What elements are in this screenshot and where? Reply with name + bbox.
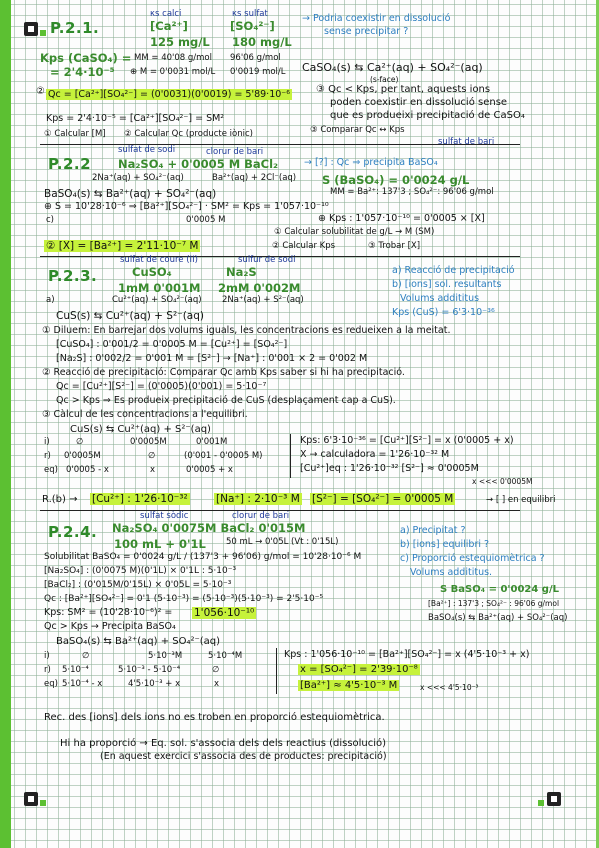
annotation: x <<< 0'0005M <box>472 477 533 486</box>
step-number: ② <box>36 86 45 97</box>
step-note: ② Calcular Qc (producte iònic) <box>124 129 253 139</box>
calc-line: Solubilitat BaSO₄ = 0'0024 g/L / (137'3 + 96'06) g/mol = 10'28·10⁻⁶ M <box>44 552 362 562</box>
calc-line: 96'06 g/mol <box>230 53 281 63</box>
highlighted-result: [Ba²⁺] ≈ 4'5·10⁻³ M <box>300 680 398 691</box>
ice-cell: ∅ <box>148 451 156 461</box>
formula: 1mM 0'001M <box>118 281 201 295</box>
step-note: ① Calcular [M] <box>44 129 106 139</box>
calc-line: MM = Ba²⁺: 137'3 ; SO₄²⁻: 96'06 g/mol <box>330 187 494 197</box>
note-line: Hi ha proporció → Eq. sol. s'associa dels dels reactius (dissolució) <box>60 738 387 749</box>
ice-cell: ∅ <box>82 651 90 661</box>
corner-marker-icon <box>24 792 38 806</box>
ice-cell: 0'0005 + x <box>186 465 233 475</box>
question: Volums addititus <box>400 293 480 304</box>
step-label: c) <box>46 215 54 225</box>
dissociation: Cu²⁺(aq) + SO₄²⁻(aq) <box>112 295 202 305</box>
step-note: ① Calcular solubilitat de g/L → M (SM) <box>274 227 435 237</box>
formula: [SO₄²⁻] <box>230 19 275 33</box>
question: → [?] : Qc ⇒ precipita BaSO₄ <box>304 157 438 168</box>
step-note: ③ Comparar Qc ↔ Kps <box>310 125 405 135</box>
ice-cell: 5·10⁻³M <box>148 651 183 661</box>
annotation: κs sulfat <box>232 9 268 19</box>
formula: 2mM 0'002M <box>218 281 301 295</box>
step-text: ③ Càlcul de les concentracions a l'equilibri. <box>42 409 248 420</box>
corner-marker-dot-icon <box>40 30 46 36</box>
highlighted-result: [Na⁺] : 2·10⁻³ M <box>216 493 300 505</box>
annotation: sulfat sòdic <box>140 511 189 521</box>
ice-cell: 5·10⁻⁴ <box>62 665 89 675</box>
ice-cell: 5·10⁻⁴ - x <box>62 679 103 689</box>
question: a) Reacció de precipitació <box>392 265 515 276</box>
exercise-heading: P.2.3. <box>48 267 98 285</box>
corner-marker-icon <box>24 22 38 36</box>
calc-line <box>46 90 292 101</box>
result-label: R.(b) → <box>42 494 78 505</box>
calc-line: Qc : [Ba²⁺][SO₄²⁻] = 0'1 (5·10⁻³) = (5·10⁻³)(5·10⁻³) = 2'5·10⁻⁵ <box>44 594 324 604</box>
calc-line: X → calculadora = 1'26·10⁻³² M <box>300 449 450 460</box>
conclusion: que es produeixi precipitació de CaSO₄ <box>330 110 525 121</box>
concentration: 0'0005 M <box>186 215 226 225</box>
annotation: clorur de bari <box>206 147 264 157</box>
annotation: κs calci <box>150 9 182 19</box>
exercise-heading: P.2.2 <box>48 155 92 173</box>
ice-cell: 4'5·10⁻³ + x <box>128 679 181 689</box>
formula: 125 mg/L <box>150 35 210 49</box>
bracket-divider <box>290 434 291 478</box>
annotation: sulfat de coure (II) <box>120 255 198 265</box>
question: Volums addititus. <box>410 567 493 578</box>
result-line <box>310 493 455 505</box>
result-line <box>90 493 190 505</box>
conclusion: poden coexistir en dissolució sense <box>330 97 508 108</box>
highlighted-result: [Cu²⁺] : 1'26·10⁻³² <box>92 493 188 505</box>
highlighted-result: ② [X] = [Ba²⁺] = 2'11·10⁻⁷ M <box>46 240 199 252</box>
question: a) Precipitat ? <box>400 525 466 536</box>
calc-line: Kps : 1'056·10⁻¹⁰ = [Ba²⁺][SO₄²⁻] = x (4'5·10⁻³ + x) <box>284 649 530 660</box>
calc-line: ⊕ S = 10'28·10⁻⁶ ⇒ [Ba²⁺][SO₄²⁻] · SM² = Kps = 1'057·10⁻¹⁰ <box>44 201 329 212</box>
annotation: → [ ] en equilibri <box>486 495 556 505</box>
question: c) Proporció estequiomètrica ? <box>400 553 545 564</box>
formula: Na₂S <box>226 265 257 279</box>
calc-line: [BaCl₂] : (0'015M/0'15L) × 0'05L = 5·10⁻³ <box>44 580 232 590</box>
green-margin-bar <box>0 0 11 848</box>
calc-line: 0'0019 mol/L <box>230 67 286 77</box>
formula: Na₂SO₄ + 0'0005 M BaCl₂ <box>118 157 279 171</box>
formula: CuSO₄ <box>132 265 172 279</box>
step-text: ② Reacció de precipitació: Comparar Qc amb Kps saber si hi ha precipitació. <box>42 367 405 378</box>
result-line <box>298 664 420 676</box>
note-line: Rec. des [ions] dels ions no es troben en proporció estequiomètrica. <box>44 712 385 723</box>
formula: Kps (CaSO₄) = <box>40 51 132 65</box>
corner-marker-icon <box>547 792 561 806</box>
calc-line: Qc > Kps ⇒ Es produeix precipitació de CuS (desplaçament cap a CuS). <box>56 395 396 406</box>
annotation: clorur de bari <box>232 511 290 521</box>
highlighted-result: 1'056·10⁻¹⁰ <box>194 607 255 619</box>
highlighted-result: [S²⁻] = [SO₄²⁻] = 0'0005 M <box>312 493 454 505</box>
result-line <box>214 493 302 505</box>
ice-cell: x <box>150 465 156 475</box>
dissociation: Ba²⁺(aq) + 2Cl⁻(aq) <box>212 173 297 183</box>
result-line <box>298 680 399 692</box>
ice-cell: (0'001 - 0'0005 M) <box>184 451 263 461</box>
step-note: ③ Trobar [X] <box>368 241 421 251</box>
step-text: ① Diluem: En barrejar dos volums iguals, les concentracions es redueixen a la meitat. <box>42 325 451 336</box>
calc-line: Qc = [Cu²⁺][S²⁻] = (0'0005)(0'001) = 5·10⁻⁷ <box>56 381 267 392</box>
conclusion: ③ Qc < Kps, per tant, aquests ions <box>316 84 491 95</box>
ice-row-label: i) <box>44 651 50 661</box>
formula: [Ca²⁺] <box>150 19 188 33</box>
ice-row-label: r) <box>44 665 51 675</box>
corner-marker-dot-icon <box>40 800 46 806</box>
dissociation: 2Na⁺(aq) + SO₄²⁻(aq) <box>92 173 184 183</box>
corner-marker-dot-icon <box>538 800 544 806</box>
question: → Podria coexistir en dissolució <box>302 13 451 24</box>
result-line <box>192 607 256 619</box>
annotation: sulfat de bari <box>438 137 495 147</box>
formula: 180 mg/L <box>232 35 292 49</box>
calc-line: ⊕ Kps : 1'057·10⁻¹⁰ = 0'0005 × [X] <box>318 213 485 224</box>
equilibrium: BaSO₄(s) ⇆ Ba²⁺(aq) + SO₄²⁻(aq) <box>428 613 568 623</box>
question: b) [ions] equilibri ? <box>400 539 490 550</box>
ice-row-label: eq) <box>44 465 58 475</box>
annotation: sulfat de sodi <box>118 145 176 155</box>
formula: Na₂SO₄ 0'0075M BaCl₂ 0'015M <box>112 521 306 535</box>
ice-row-label: i) <box>44 437 50 447</box>
formula: S BaSO₄ = 0'0024 g/L <box>440 584 559 595</box>
formula: 100 mL + 0'1L <box>114 537 206 551</box>
calc-line: Kps: SM² = (10'28·10⁻⁶)² = <box>44 607 173 618</box>
bracket-divider <box>276 648 277 694</box>
ice-cell: 5·10⁻⁴M <box>208 651 243 661</box>
highlighted-result: x = [SO₄²⁻] = 2'39·10⁻⁸ <box>300 664 418 675</box>
question: b) [ions] sol. resultants <box>392 279 502 290</box>
formula: = 2'4·10⁻⁵ <box>50 65 115 79</box>
annotation: sulfur de sodi <box>238 255 296 265</box>
calc-line: [Na₂SO₄] : (0'0075 M)(0'1L) × 0'1L : 5·10⁻³ <box>44 566 237 576</box>
question: Kps (CuS) = 6'3·10⁻³⁶ <box>392 307 495 318</box>
question: sense precipitar ? <box>324 26 409 37</box>
exercise-heading: P.2.4. <box>48 523 98 541</box>
step-note: ② Calcular Kps <box>272 241 336 251</box>
dissociation: 2Na⁺(aq) + S²⁻(aq) <box>222 295 304 305</box>
ice-row-label: eq) <box>44 679 58 689</box>
conclusion: Qc > Kps → Precipita BaSO₄ <box>44 621 176 632</box>
annotation: x <<< 4'5·10⁻³ <box>420 683 479 692</box>
highlighted-result: Qc = [Ca²⁺][SO₄²⁻] = (0'0031)(0'0019) = 5'89·10⁻⁶ <box>48 89 291 100</box>
calc-line: [Na₂S] : 0'002/2 = 0'001 M = [S²⁻] → [Na⁺] : 0'001 × 2 = 0'002 M <box>56 353 368 364</box>
ice-cell: 5·10⁻³ - 5·10⁻⁴ <box>118 665 181 675</box>
calc-line: [CuSO₄] : 0'001/2 = 0'0005 M = [Cu²⁺] = [SO₄²⁻] <box>56 339 288 350</box>
calc-line: Kps: 6'3·10⁻³⁶ = [Cu²⁺][S²⁻] = x (0'0005 + x) <box>300 435 514 446</box>
ice-cell: ∅ <box>76 437 84 447</box>
ice-cell: 0'0005M <box>130 437 167 447</box>
ice-cell: 0'0005 - x <box>66 465 109 475</box>
calc-line: ⊕ M = 0'0031 mol/L <box>130 67 216 77</box>
ice-row-label: r) <box>44 451 51 461</box>
equilibrium: CuS(s) ⇆ Cu²⁺(aq) + S²⁻(aq) <box>56 310 204 322</box>
calc-line: 50 mL → 0'05L (Vt : 0'15L) <box>226 537 339 547</box>
calc-line: MM = 40'08 g/mol <box>134 53 212 63</box>
formula: S (BaSO₄) = 0'0024 g/L <box>322 173 470 187</box>
ice-cell: 0'001M <box>196 437 228 447</box>
exercise-heading: P.2.1. <box>50 19 100 37</box>
calc-line: [Cu²⁺]eq : 1'26·10⁻³² [S²⁻] ≈ 0'0005M <box>300 463 479 474</box>
annotation: (s-face) <box>370 75 399 84</box>
equilibrium: CuS(s) ⇆ Cu²⁺(aq) + S²⁻(aq) <box>70 424 211 435</box>
ice-cell: 0'0005M <box>64 451 101 461</box>
equilibrium: BaSO₄(s) ⇆ Ba²⁺(aq) + SO₄²⁻(aq) <box>56 636 221 647</box>
step-label: a) <box>46 295 55 305</box>
calc-line: Kps = 2'4·10⁻⁵ = [Ca²⁺][SO₄²⁻] = SM² <box>46 113 225 124</box>
equilibrium: BaSO₄(s) ⇆ Ba²⁺(aq) + SO₄²⁻(aq) <box>44 188 217 200</box>
ice-cell: x <box>214 679 220 689</box>
equilibrium: CaSO₄(s) ⇆ Ca²⁺(aq) + SO₄²⁻(aq) <box>302 61 483 74</box>
result-line <box>44 240 200 252</box>
note-line: (En aquest exercici s'associa des de productes: precipitació) <box>100 751 387 762</box>
ice-cell: ∅ <box>212 665 220 675</box>
calc-line: [Ba²⁺] : 137'3 ; SO₄²⁻ : 96'06 g/mol <box>428 599 560 608</box>
